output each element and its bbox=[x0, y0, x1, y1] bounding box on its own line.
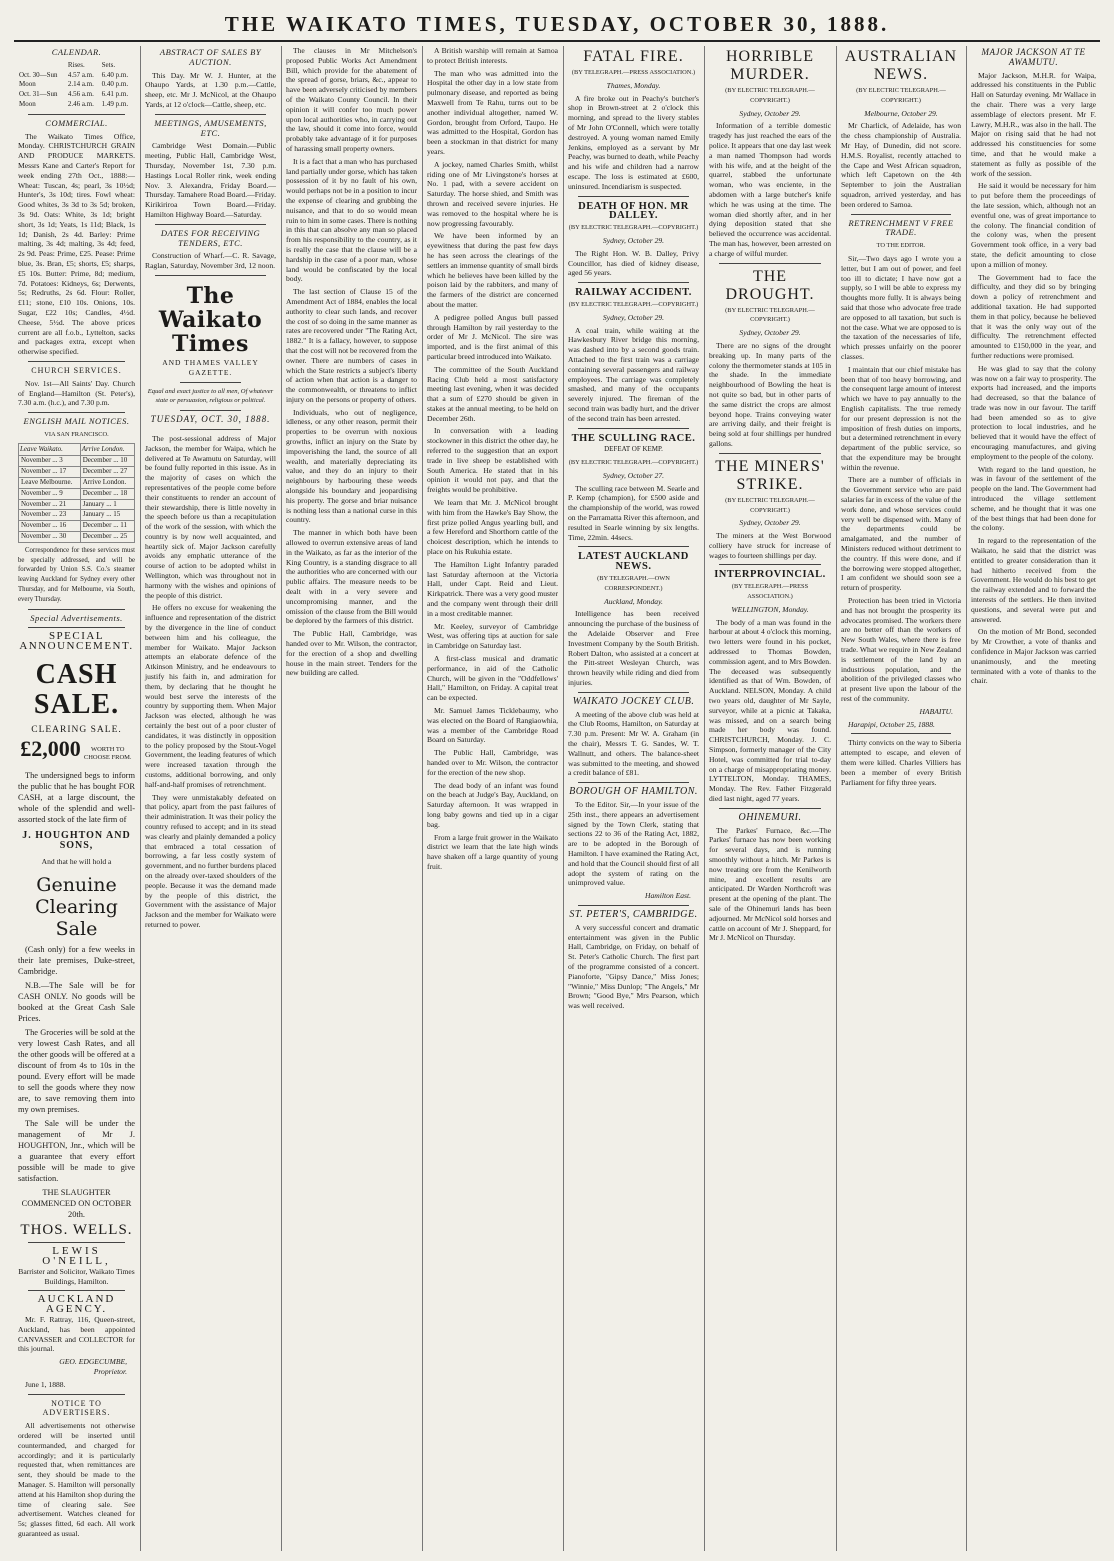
australian-news-heading: AUSTRALIAN NEWS. bbox=[844, 48, 958, 83]
dateline-place: Sydney, October 27. bbox=[602, 470, 665, 480]
news-item: A pedigree polled Angus bull passed through Hamilton by rail yesterday to the order of Mr J. McNicol. The sire was imported, and is the first animal of this particular breed introduced into Waikato. bbox=[427, 312, 558, 361]
auckland-agency: AUCKLAND AGENCY. bbox=[37, 1293, 116, 1316]
wire-credit: (BY TELEGRAPH.—OWN CORRESPONDENT.) bbox=[597, 575, 670, 592]
dateline-place: Melbourne, October 29. bbox=[864, 108, 938, 118]
news-item: The dead body of an infant was found on the beach at Judge's Bay, Auckland, on Saturday afternoon. It was wrapped in long baby gowns and tied up in a cigar bag. bbox=[427, 780, 558, 829]
calendar-col: Rises. bbox=[67, 60, 85, 69]
divider bbox=[155, 114, 266, 115]
thos-wells: THOS. WELLS. bbox=[20, 1222, 133, 1239]
calendar-cell: 4.56 a.m. bbox=[67, 90, 94, 99]
mail-cell: December ... 11 bbox=[80, 521, 134, 532]
divider bbox=[28, 1290, 125, 1291]
mail-note: Correspondence for these services must be specially addressed, and will be forwarded by Union S.S. Co.'s steamer leaving Auckland for Sydney every other Thursday, and for Melbourne, via South, every Thursday. bbox=[18, 546, 135, 603]
church-heading: CHURCH SERVICES. bbox=[31, 365, 122, 375]
news-item: In conversation with a leading stockowner in this district the other day, he referred to the suggestion that an export trade in live sheep be established with South America. He stated that in his opinion it would not pay, and that the freights would be prohibitive. bbox=[427, 426, 558, 495]
calendar-cell: 2.46 a.m. bbox=[67, 99, 94, 108]
divider bbox=[578, 428, 689, 429]
column-5 bbox=[564, 46, 703, 1551]
murder-heading: HORRIBLE MURDER. bbox=[726, 48, 814, 83]
dateline-place: Sydney, October 29. bbox=[602, 235, 665, 245]
drought-text: There are no signs of the drought breaking up. In many parts of the colony the thermometer stands at 105 in the shade. In the immediate neighbourhood of Bowling the heat is not quite so bad, but in other parts of the same district the crops are almost beyond hope. Trains conveying water are arriving daily, and their freight is being sold at four shillings per hundred gallons. bbox=[709, 340, 831, 448]
notice-heading: NOTICE TO ADVERTISERS. bbox=[42, 1398, 111, 1418]
dateline: TUESDAY, OCT. 30, 1888. bbox=[150, 414, 271, 425]
calendar-table bbox=[18, 61, 135, 110]
divider bbox=[719, 564, 821, 565]
column-8 bbox=[967, 46, 1100, 1551]
divider bbox=[28, 412, 125, 413]
mail-cell: November ... 30 bbox=[19, 532, 81, 543]
abstract-heading: ABSTRACT OF SALES BY AUCTION. bbox=[159, 47, 262, 67]
slaughter-text: THE SLAUGHTER COMMENCED ON OCTOBER 20th. bbox=[21, 1188, 132, 1220]
wire-credit: (BY ELECTRIC TELEGRAPH.—COPYRIGHT.) bbox=[856, 87, 946, 104]
mail-cell: November ... 23 bbox=[19, 510, 81, 521]
mail-cell: November ... 16 bbox=[19, 521, 81, 532]
mail-col: Leave Waikato. bbox=[19, 443, 81, 456]
letter-date: Harapipi, October 25, 1888. bbox=[848, 719, 935, 729]
column-2 bbox=[141, 46, 280, 1551]
interprovincial-text: The body of a man was found in the harbour at about 4 o'clock this morning, two letters were found in his pocket, addressed to Thomas Bowden, commission agent, and to Mrs Bowden. The deceased was subsequently identified as that of Wm. Bowden, of Auckland. NELSON, Monday. A child two years old, daughter of Mr Sayle, surveyor, while at a picnic at Takaka, was missed, and on a search being made her body was found. CHRISTCHURCH, Monday. J. C. Simpson, formerly manager of the City Hotel, was committed for trial to-day on a charge of misappropriating money. LYTTELTON, Monday. THAMES, Monday. The Rev. Father Fitzgerald died last night, aged 77 years. bbox=[709, 617, 831, 804]
editorial-paragraph: They were unmistakably defeated on that policy, apart from the past failures of their administration. It was their policy the country refused to accept; and in its stead was clearly and plainly demanded a policy that embraced a total cessation of borrowing, a far less costly system of government, and no further burdens placed on the already over-taxed shoulders of the people. Because it was the demand made by the people of this district, the Government with the assistance of Major Jackson and the member for Waikato were returned to power. bbox=[145, 792, 276, 929]
calendar-cell: Oct. 30—Sun bbox=[19, 70, 58, 79]
dateline-place: Sydney, October 29. bbox=[739, 108, 801, 118]
divider bbox=[719, 453, 821, 454]
calendar-cell: Moon bbox=[19, 99, 36, 108]
news-item: The man who was admitted into the Hospital the other day in a low state from pulmonary disease, and reported as being Maxwell from Te Rahu, turns out to be another individual altogether, named W. Gordon, brought from Orford, Taupo. He was admitted to the Hospital, Gordon has been a stockman in that district for many years. bbox=[427, 68, 558, 156]
borough-heading: BOROUGH OF HAMILTON. bbox=[569, 786, 698, 798]
divider bbox=[578, 546, 689, 547]
mail-table bbox=[18, 443, 135, 543]
major-jackson-heading: MAJOR JACKSON AT TE AWAMUTU. bbox=[981, 47, 1086, 67]
article-paragraph: The last section of Clause 15 of the Amendment Act of 1884, enables the local authority to clear such lands, and recover the cost of so doing in the same manner as rates are recovered under "The Rating Act, 1882." It is a fallacy, however, to suppose that the cost will not be recovered from the owner. There are numbers of cases in which the State restricts a subject's liberty of action when that action is a danger to the commonwealth, or threatens to inflict injury on the persons or property of others. bbox=[286, 287, 417, 404]
nb-text: N.B.—The Sale will be for CASH ONLY. No goods will be booked at the Great Cash Sale Prices. bbox=[18, 981, 135, 1024]
news-item: A British warship will remain at Samoa to protect British interests. bbox=[427, 46, 558, 65]
jockey-club-text: A meeting of the above club was held at the Club Rooms, Hamilton, on Saturday at 7.30 p.m. Present: Mr W. A. Graham (in the chair), Messrs T. G. Sandes, W. T. Wallnutt, and others. The balance-sheet was submitted to the meeting, and showed a credit balance of £81. bbox=[568, 709, 699, 778]
masthead: THE WAIKATO TIMES, TUESDAY, OCTOBER 30, 1888. bbox=[224, 12, 890, 36]
divider bbox=[719, 808, 821, 809]
railway-text: A coal train, while waiting at the Hawkesbury River bridge this morning, was dashed into by a second goods train. Attached to the first train was a carriage containing several passengers and railway employees. The carriage was completely smashed, and many of the occupants severely injured. The fireman of the second train was badly hurt, and the driver of the second train has been arrested. bbox=[568, 325, 699, 423]
report-paragraph: On the motion of Mr Bond, seconded by Mr Crowther, a vote of thanks and confidence in Major Jackson was carried unanimously, and the meeting terminated with a vote of thanks to the chair. bbox=[971, 627, 1096, 686]
firm-name: J. HOUGHTON AND SONS, bbox=[22, 830, 131, 851]
mail-cell: December ... 10 bbox=[80, 456, 134, 467]
dates-heading: DATES FOR RECEIVING TENDERS, ETC. bbox=[160, 227, 261, 248]
news-item: We have been informed by an eyewitness that during the past few days he has seen across the clearings of the settlers an immense quantity of small birds which he believes have been killed by the poison laid by the rabbiters, and many of the farmers of the district are concerned about the matter. bbox=[427, 231, 558, 309]
news-item: From a large fruit grower in the Waikato district we learn that the late high winds have shaken off a large quantity of young fruit. bbox=[427, 832, 558, 871]
divider bbox=[28, 361, 125, 362]
divider bbox=[578, 692, 689, 693]
letter-paragraph: I maintain that our chief mistake has been that of too heavy borrowing, and the consequent large amount of interest which we have to pay annually to the English capitalists. The true remedy for our present depression is not the imposition of fresh duties on imports, but a determined retrenchment in every department of the public service, so that the expenditure may be brought within the revenue. bbox=[841, 364, 961, 472]
divider bbox=[578, 782, 689, 783]
divider bbox=[180, 382, 241, 383]
letter-paragraph: Sir,—Two days ago I wrote you a letter, but I am out of power, and feel too ill to dictate; I have now got a supply, so I will be able to express my thoughts more fully. It is always being said that those who advocate free trade are opposed to all taxation, but such is not the case. What we are opposed to is the taxation of the necessaries of life, which presses unfairly on the poorer classes. bbox=[841, 253, 961, 361]
article-paragraph: The manner in which both have been allowed to overrun extensive areas of land in the Waikato, as far as the interior of the King Country, is a standing disgrace to all the authorities who are concerned with our public affairs. The measure needs to be dealt with in a very severe and uncompromising manner, and the omission of the clause from the Bill would be deplored by the farmers of this district. bbox=[286, 528, 417, 626]
calendar-cell: 4.57 a.m. bbox=[67, 70, 94, 79]
fatal-fire-heading: FATAL FIRE. bbox=[583, 48, 684, 65]
mail-cell: January ... 15 bbox=[80, 510, 134, 521]
special-announcement: SPECIAL ANNOUNCEMENT. bbox=[19, 630, 134, 653]
sculling-subheading: DEFEAT OF KEMP. bbox=[604, 445, 663, 454]
divider bbox=[719, 263, 821, 264]
column-3 bbox=[282, 46, 421, 1551]
motto: Equal and exact justice to all men, Of whatever state or persuasion, religious or political. bbox=[147, 387, 274, 405]
worth-amount: £2,000 bbox=[20, 735, 81, 761]
calendar-cell: 0.40 p.m. bbox=[101, 80, 129, 89]
mail-subheading: VIA SAN FRANCISCO. bbox=[44, 430, 109, 438]
report-paragraph: He was glad to say that the colony was now on a fair way to prosperity. The exports had increased, and the imports had decreased, so that the balance of trade was now in our favour. The tariff had been amended so as to give protection to local industries, and he believed that it would have the effect of encouraging manufactures, and giving employment to the people of the colony. bbox=[971, 363, 1096, 461]
sculling-heading: THE SCULLING RACE. bbox=[571, 432, 696, 444]
australian-news-text: Mr Charlick, of Adelaide, has won the chess championship of Australia. Mr Hay, of Dunedin, did not score. H.M.S. Royalist, recently attached to the Cape and West African squadron, which left Capetown on the 4th September to join the Australian squadron, arrived yesterday, and has been ordered to Samoa. bbox=[841, 121, 961, 209]
divider bbox=[28, 627, 125, 628]
report-paragraph: He said it would be necessary for him to put before them the proceedings of the late session, which, although not an eventful one, was of great importance to the colony. The financial condition of the colony was, when the present Government took office, in a very bad state, the deficit amounting to close upon a million of money. bbox=[971, 181, 1096, 269]
divider bbox=[28, 114, 125, 115]
mail-cell: November ... 9 bbox=[19, 488, 81, 499]
report-paragraph: The Government had to face the difficulty, and they did so by bringing down a policy of retrenchment and additional taxation. He had supported them in that policy, because he believed that it was the only way out of the difficulty. The retrenchment effected amounted to £150,000 in the year, and further reductions were promised. bbox=[971, 272, 1096, 360]
agency-text: Mr. F. Rattray, 116, Queen-street, Auckland, has been appointed CANVASSER and COLLECTOR for this journal. bbox=[18, 1315, 135, 1354]
news-item: A first-class musical and dramatic performance, in aid of the Catholic Church, will be given in the "Oddfellows' Hall," Hamilton, on Friday. A capital treat can be expected. bbox=[427, 654, 558, 703]
dalley-text: The Right Hon. W. B. Dalley, Privy Councillor, has died of kidney disease, aged 56 years. bbox=[568, 248, 699, 278]
special-advertisements-heading: Special Advertisements. bbox=[30, 612, 123, 623]
groceries-text: The Groceries will be sold at the very lowest Cash Rates, and all the other goods will be offered at a discount of from 4s to 10s in the pound. Every effort will be made to sell the goods where they now are, to save removing them into my own premises. bbox=[18, 1028, 135, 1115]
st-peters-text: A very successful concert and dramatic entertainment was given in the Public Hall, Cambridge, on Friday, on behalf of St. Peter's Catholic Church. The first part of the programme consisted of a concert. Pianoforte, "Gipsy Dance," Miss Jones; "Winnie," Miss Dunlop; "The Angels," Mr Brown; "Good Bye," Mrs Pearson, which was well received. bbox=[568, 922, 699, 1011]
murder-text: Information of a terrible domestic tragedy has just reached the ears of the police. It appears that one day last week a man named Thompson had words with his wife, and at the height of the quarrel, stabbed the unfortunate woman, who was enciente, in the abdomen with a large butcher's knife which he was using at the time. The woman died shortly after, and in her dying deposition stated that she believed the occurrence was accidental. The man has, however, been arrested on a charge of wilful murder. bbox=[709, 121, 831, 258]
dalley-heading: DEATH OF HON. MR DALLEY. bbox=[578, 200, 689, 222]
divider bbox=[578, 196, 689, 197]
calendar-cell: 1.49 p.m. bbox=[101, 99, 129, 108]
late-news-text: Thirty convicts on the way to Siberia attempted to escape, and eleven of them were killed. Charles Villiers has been a member of every British Parliament for fifty three years. bbox=[841, 738, 961, 787]
lewis-text: Barrister and Solicitor, Waikato Times Buildings, Hamilton. bbox=[18, 1266, 135, 1286]
wire-credit: (BY ELECTRIC TELEGRAPH.—COPYRIGHT.) bbox=[725, 306, 815, 324]
commercial-heading: COMMERCIAL. bbox=[45, 117, 108, 128]
calendar-cell: 6.41 p.m. bbox=[101, 90, 129, 99]
dateline-place: Sydney, October 29. bbox=[739, 518, 801, 528]
article-paragraph: The Public Hall, Cambridge, was handed over to Mr. Wilson, the contractor, for the erection of a shop and dwelling house in the main street. Tenders for the new building are called. bbox=[286, 629, 417, 678]
mail-cell: Leave Melbourne. bbox=[19, 478, 81, 489]
calendar-cell: Oct. 31—Sun bbox=[19, 90, 58, 99]
genuine-subtext: (Cash only) for a few weeks in their late premises, Duke-street, Cambridge. bbox=[18, 945, 135, 977]
calendar-col: Sets. bbox=[101, 60, 116, 69]
paper-title: The Waikato Times bbox=[158, 282, 263, 357]
lewis-oneill: LEWIS O'NEILL, bbox=[42, 1245, 111, 1268]
divider bbox=[578, 282, 689, 283]
mail-heading: ENGLISH MAIL NOTICES. bbox=[23, 416, 130, 427]
church-text: Nov. 1st—All Saints' Day. Church of England—Hamilton (St. Peter's), 7.30 a.m. (h.c.), and 7.30 p.m. bbox=[18, 378, 135, 408]
miners-strike-text: The miners at the West Borwood colliery have struck for increase of wages to fourteen shillings per day. bbox=[709, 531, 831, 560]
borough-signature: Hamilton East. bbox=[645, 891, 691, 901]
calendar-cell: 6.40 p.m. bbox=[101, 70, 129, 79]
mail-cell: November ... 17 bbox=[19, 467, 81, 478]
meetings-heading: MEETINGS, AMUSEMENTS, ETC. bbox=[154, 117, 267, 138]
dateline-place: Thames, Monday. bbox=[606, 80, 661, 90]
dateline-place: Auckland, Monday. bbox=[604, 596, 663, 606]
gazette-subtitle: AND THAMES VALLEY GAZETTE. bbox=[162, 357, 259, 377]
calendar-heading: CALENDAR. bbox=[51, 47, 102, 57]
news-item: The Hamilton Light Infantry paraded last Saturday afternoon at the Victoria Hall, under Capt. Reid and Lieut. Kirkpatrick. There was a very good muster and the company went through their drill in a most creditable manner. bbox=[427, 559, 558, 618]
wire-credit: (BY ELECTRIC TELEGRAPH.—COPYRIGHT.) bbox=[568, 300, 699, 308]
divider bbox=[155, 224, 266, 225]
news-item: The committee of the South Auckland Racing Club held a most satisfactory meeting last evening, when it was decided that a sum of £270 should be given in stakes at the annual meeting, to be held on December 26th. bbox=[427, 364, 558, 423]
dateline-place: Sydney, October 29. bbox=[739, 328, 801, 338]
firm-text: And that he will hold a bbox=[41, 856, 112, 866]
divider bbox=[851, 214, 951, 215]
railway-heading: RAILWAY ACCIDENT. bbox=[575, 287, 692, 299]
meetings-text: Cambridge West Domain.—Public meeting, Public Hall, Cambridge West, Thursday, November 1st, 7.30 p.m. Hastings Local Roller rink, week ending Nov. 3. Alexandra, Friday Board.—Thursday. Tamahere Road Board.—Friday. Kirikiriroa Town Board.—Friday. Hamilton Highway Board.—Saturday. bbox=[145, 141, 276, 219]
ohinemuri-heading: OHINEMURI. bbox=[738, 811, 802, 823]
st-peters-heading: ST. PETER'S, CAMBRIDGE. bbox=[569, 908, 698, 920]
agency-date: June 1, 1888. bbox=[25, 1379, 66, 1389]
article-paragraph: The clauses in Mr Mitchelson's proposed Public Works Act Amendment Bill, which provide for the abatement of the spread of gorse, briars, &c., appear to have been adversely criticised by members of the Waikato County Council. In their opinion it will confer too much power upon local authorities who, in carrying out the law, should it come into force, would probably take advantage of it for purposes of harassing small property owners. bbox=[286, 46, 417, 153]
worth-block bbox=[18, 735, 135, 762]
news-item: We learn that Mr. J. McNicol brought with him from the Hawke's Bay Show, the first prize polled Angus yearling bull, and a few Hereford and Shorthorn cattle of the choicest description, which he intends to place on his Rukuhia estate. bbox=[427, 498, 558, 557]
news-item: Mr. Samuel James Ticklebaumy, who was elected on the Board of Rangiaowhia, was a member of the Cambridge Road Board on Saturday. bbox=[427, 706, 558, 745]
dateline-place: WELLINGTON, Monday. bbox=[731, 604, 809, 614]
dates-text: Construction of Wharf.—C. R. Savage, Raglan, Saturday, November 3rd, 12 noon. bbox=[145, 251, 276, 271]
wire-credit: (BY TELEGRAPH.—PRESS ASSOCIATION.) bbox=[731, 583, 809, 601]
column-7 bbox=[837, 46, 965, 1551]
worth-text: WORTH TO CHOOSE FROM. bbox=[83, 746, 132, 762]
cash-sale-heading: CASH SALE. bbox=[33, 659, 120, 721]
news-item: Mr. Keeley, surveyor of Cambridge West, was offering tips at auction for sale in Cambridge on Saturday last. bbox=[427, 621, 558, 651]
jockey-club-heading: WAIKATO JOCKEY CLUB. bbox=[572, 695, 695, 707]
divider bbox=[28, 609, 125, 610]
interprovincial-heading: INTERPROVINCIAL. bbox=[714, 569, 826, 581]
column-4 bbox=[423, 46, 562, 1551]
divider bbox=[28, 1394, 125, 1395]
divider bbox=[180, 429, 241, 430]
miners-strike-heading: THE MINERS' STRIKE. bbox=[715, 457, 825, 493]
mail-cell: January ... 1 bbox=[80, 499, 134, 510]
mail-col: Arrive London. bbox=[80, 443, 134, 456]
news-item: The Public Hall, Cambridge, was handed over to Mr. Wilson, the contractor for the erection of the new shop. bbox=[427, 748, 558, 777]
ohinemuri-text: The Parkes' Furnace, &c.—The Parkes' furnace has now been working for several days, and is running smoothly without a hitch. Mr Parkes is now treating ore from the Kenilworth mine, and excellent results are anticipated. Dr Warden Northcroft was present at the opening of the plant. The sale of the Ohinemuri lands has been adjourned. Mr McNicol sold horses and cattle on account of Mr J. Sheppard, for Mr J. McNicol on Thursday. bbox=[709, 825, 831, 943]
article-paragraph: It is a fact that a man who has purchased land partially under gorse, which has taken possession of it by no fault of his own, would perhaps not be in a position to incur the expense of clearing and grubbing the nuisance, and that to do so would mean ruin to him in some cases. There is nothing in this that can absolve any man so placed from his responsibility to the country, as it is really the case that the clause will be a hardship in the case of a poor man, whose land would be confiscated by the local body. bbox=[286, 156, 417, 284]
auckland-news-text: Intelligence has been received announcing the purchase of the business of the Adelaide Observer and Free Investment Company by the South British. Robert Dalton, who assisted at a concert at the Pitt-street Wesleyan Church, was thrown heavily while riding and died from injuries. bbox=[568, 609, 699, 688]
letter-signature: HABAITU. bbox=[919, 706, 953, 716]
divider bbox=[28, 1242, 125, 1243]
divider bbox=[578, 905, 689, 906]
report-paragraph: In regard to the representation of the Waikato, he said that the district was entitled to greater consideration than it had hitherto received from the Government. He would do his best to get the railway extended and to forward the interests of the settlers. He then invited questions, and several were put and answered. bbox=[971, 536, 1096, 624]
mail-cell: December ... 25 bbox=[80, 532, 134, 543]
sculling-text: The sculling race between M. Searle and P. Kemp (champion), for £500 aside and the championship of the world, was rowed on the Parramatta River this afternoon, and resulted in Searle winning by six lengths. Time, 22min. 44secs. bbox=[568, 483, 699, 542]
mail-cell: December ... 18 bbox=[80, 488, 134, 499]
editorial-paragraph: He offers no excuse for weakening the influence and representation of the district by the divergence in the line of conduct between him and his colleague, the member for Waikato. Major Jackson attempts an elaborate defence of the Atkinson Ministry, and he endeavours to justify his faith in, and admiration for them, by declaring that he thought he would best serve the interests of the country by supporting them. When Major Jackson was elected, although he was certainly the best out of a poor cluster of candidates, it was distinctly in opposition to the policy proposed by the Stout-Vogel Government, the leading features of which were increased taxation through the customs, additional borrowing, and only half-and-half promises of retrenchment. bbox=[145, 603, 276, 789]
mail-cell: November ... 3 bbox=[19, 456, 81, 467]
sale-management-text: The Sale will be under the management of Mr J. HOUGHTON, Jnr., which will be a guarantee that every effort possible will be made to give satisfaction. bbox=[18, 1119, 135, 1184]
mail-cell: November ... 21 bbox=[19, 499, 81, 510]
report-paragraph: With regard to the land question, he was in favour of the settlement of the people on the land. The Government had introduced the village settlement scheme, and he thought that it was one of the best things that had been done for the colony. bbox=[971, 464, 1096, 533]
auckland-news-heading: LATEST AUCKLAND NEWS. bbox=[578, 551, 689, 573]
mail-cell: Arrive London. bbox=[80, 478, 134, 489]
report-paragraph: Major Jackson, M.H.R. for Waipa, addressed his constituents in the Public Hall on Saturday evening. Mr Wallace in the chair. There was a very large assemblage of electors present. Mr F. Lawry, M.H.R., was also in the hall. The Major on rising said that he had not addressed his constituencies for some time, and that he would make a statement as fully as possible of the work of the session. bbox=[971, 70, 1096, 178]
sale-text: The undersigned begs to inform the public that he has bought FOR CASH, at a large discount, the whole of the splendid and well-assorted stock of the late firm of bbox=[18, 771, 135, 825]
mail-cell: December ... 27 bbox=[80, 467, 134, 478]
agency-signature: GEO. EDGECUMBE, Proprietor. bbox=[59, 1357, 127, 1377]
column-6 bbox=[705, 46, 835, 1551]
calendar-cell: Moon bbox=[19, 80, 36, 89]
wire-credit: (BY ELECTRIC TELEGRAPH.—COPYRIGHT.) bbox=[725, 496, 815, 514]
genuine-clearing-sale: Genuine Clearing Sale bbox=[35, 874, 118, 941]
drought-heading: THE DROUGHT. bbox=[725, 267, 815, 303]
letter-paragraph: There are a number of officials in the Government service who are paid salaries far in excess of the value of the work done, and whose services could very well be dispensed with. Many of the departments could be amalgamated, and the number of Ministers reduced without detriment to the country. If this were done, and if the borrowing were stopped altogether, I am confident we should soon see a return of prosperity. bbox=[841, 475, 961, 593]
calendar-cell: 2.14 a.m. bbox=[67, 80, 94, 89]
fatal-fire-text: A fire broke out in Peachy's butcher's shop in Brown-street at 2 o'clock this morning, and spread to the livery stables of Mr John O'Connell, which were totally destroyed. A young woman named Emily Jenkins, employed as a servant by Mr Peachy, was burned to death, while Peachy and his wife and children had a narrow escape. The loss is estimated at £600, uninsured. Incendiarism is suspected. bbox=[568, 93, 699, 191]
news-item: A jockey, named Charles Smith, whilst riding one of Mr Livingstone's horses at No. 1 pad, with a severe accident on Saturday. The horse shied, and Smith was thrown and received severe injuries. He was removed to the hospital where he is now progressing favourably. bbox=[427, 159, 558, 228]
editorial-paragraph: The post-sessional address of Major Jackson, the member for Waipa, which he delivered at Te Awamutu on Saturday, will be found fully reported in this issue. As in the majority of cases on which the representatives of the people come before their constituents to render an account of their stewardship, there is little novelty in the speech before us than a recapitulation of the work of the session, with which the country is by now well acquainted, and heartily sick of. Major Jackson carefully avoids any emphatic utterance of the course of action to be adopted whilst in Wellington, which was throughout not in harmony with the wishes and opinions of the people of this district. bbox=[145, 433, 276, 600]
divider bbox=[155, 275, 266, 276]
calendar-col bbox=[18, 61, 67, 71]
divider bbox=[180, 410, 241, 411]
wire-credit: (BY ELECTRIC TELEGRAPH.—COPYRIGHT.) bbox=[568, 224, 699, 232]
commercial-text: The Waikato Times Office, Monday. CHRISTCHURCH GRAIN AND PRODUCE MARKETS. Messrs Kane and Carter's Report for week ending 27th Oct., 1888:—Wheat: Tuscan, 4s; pearl, 3s 10½d; Hunter's, 3s 10d; tires. Fowl wheat: Good whites, 3s 3d to 3s 5d; broken, 3s 9d. Oats: White, 3s 1d; bright short, 3s 1d; Yeats, 1s 11d; Black, 1s 1d; Danish, 2s 4d. Barley: Prime malting, 3s 4d; malting, 3s 4d; feed, 2s 9d. Peas: Prime, £25. Pease: Prime blue, 3s. Bran, £5; shorts, £5; sharps, £5 10s. Butter: Prime, 8d; medium, 7d. Potatoes: Kidneys, 6s; Derwents, 5s; Redruths, 2s 6d. Flour: Roller, £11; stone, £10 10s. Onions, 10s. Sugar, £22 10s; Candles, 4½d. Cheese, 5½d. The above prices current are all f.o.b., Lyttelton, sacks and packages extra, except when otherwise specified. bbox=[18, 131, 135, 357]
divider bbox=[851, 733, 951, 734]
to-the-editor: TO THE EDITOR. bbox=[876, 242, 926, 250]
wire-credit: (BY ELECTRIC TELEGRAPH.—COPYRIGHT.) bbox=[568, 459, 699, 467]
notice-text: All advertisements not otherwise ordered will be inserted until countermanded, and charged for accordingly; and it is particularly requested that, when remittances are sent, they should be made to the Manager. S. Hamilton will personally attend at his Hamilton shop during the time of clearing sale. See advertisement. Watches cleaned for 5s; glasses fitted, 6d each. All work guaranteed as usual. bbox=[18, 1421, 135, 1538]
article-paragraph: Individuals, who out of negligence, idleness, or any other reason, permit their properties to be overrun with noxious growths, inflict an injury on the State by impoverishing the land, the source of all wealth, and materially depreciating its value, and they do an injury to their neighbours by harbouring these weeds alongside his boundary and jeopardising his property. The gorse and briar nuisance is nothing less than a national curse in this country. bbox=[286, 407, 417, 525]
abstract-text: This Day. Mr W. J. Hunter, at the Ohaupo Yards, at 1.30 p.m.—Cattle, sheep, etc. Mr J. McNicol, at the Ohaupo Yards, at 12 o'clock—Cattle, sheep, etc. bbox=[145, 70, 276, 109]
retrenchment-heading: RETRENCHMENT V FREE TRADE. bbox=[848, 217, 954, 238]
letter-paragraph: Protection has been tried in Victoria and has not brought the prosperity its advocates promised. The workers there are no better off than the workers of New South Wales, where there is free trade. What we require in New Zealand is settlement of the land by an industrious population, and the abolition of the privileged classes who at present live upon the labour of the rest of the community. bbox=[841, 596, 961, 704]
masthead-rule bbox=[14, 40, 1100, 42]
wire-credit: (BY TELEGRAPH.—PRESS ASSOCIATION.) bbox=[571, 69, 696, 76]
dateline-place: Sydney, October 29. bbox=[602, 312, 665, 322]
wire-credit: (BY ELECTRIC TELEGRAPH.—COPYRIGHT.) bbox=[725, 87, 815, 104]
column-1 bbox=[14, 46, 139, 1551]
borough-text: To the Editor. Sir,—In your issue of the 25th inst., there appears an advertisement signed by the Town Clerk, stating that sections 22 to 36 of the Rating Act, 1882, are to be adopted in the Borough of Hamilton. I have examined the Rating Act, and hold that the Council should first of all adopt the system of rating on the unimproved value. bbox=[568, 800, 699, 888]
clearing-sale: CLEARING SALE. bbox=[31, 725, 122, 736]
